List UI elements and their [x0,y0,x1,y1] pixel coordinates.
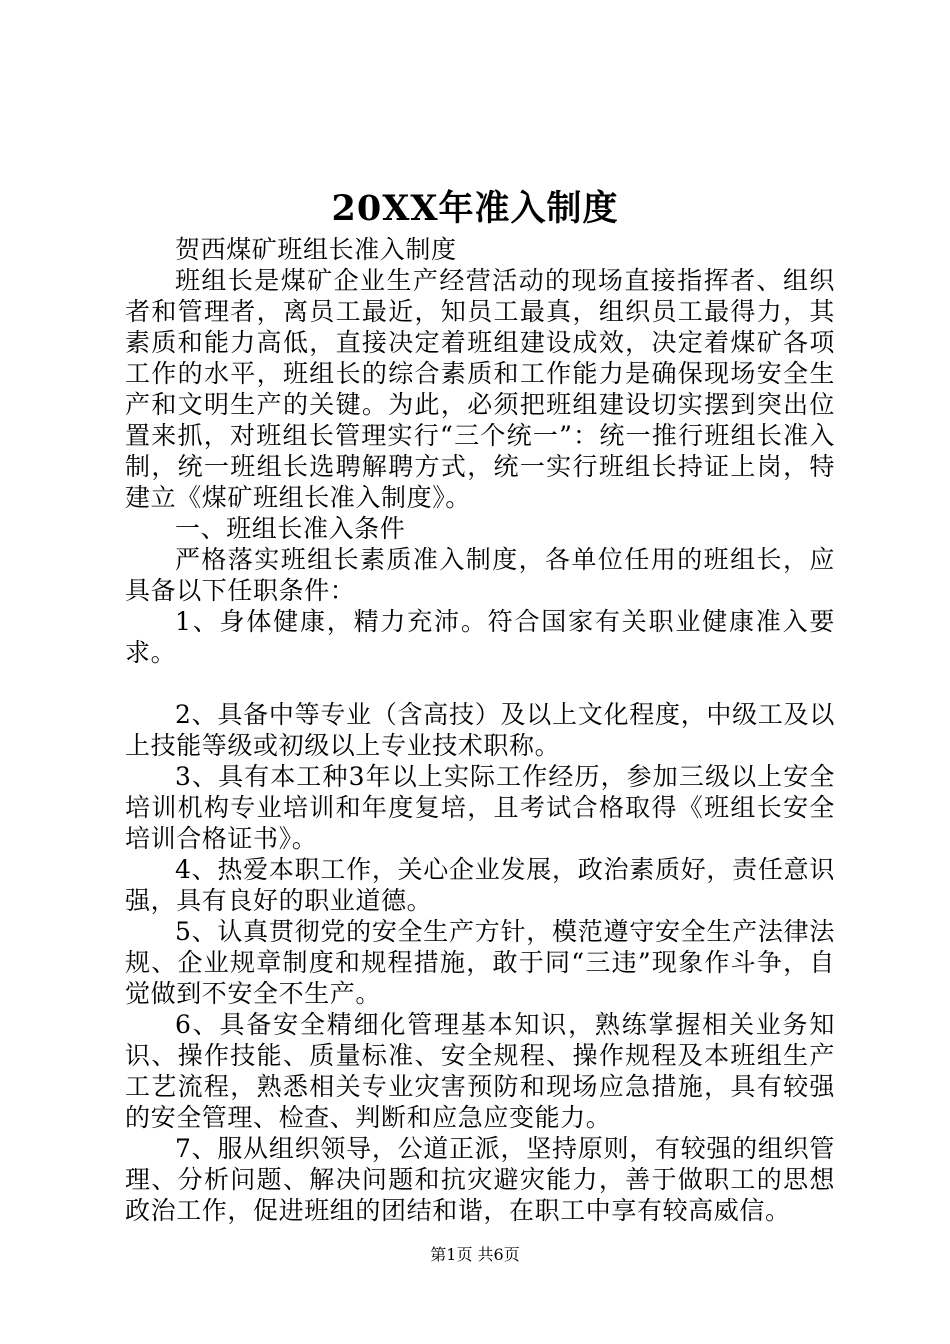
document-body [125,234,835,1226]
condition-item-6: 6、具备安全精细化管理基本知识，熟练掌握相关业务知识、操作技能、质量标准、安全规程、操作规程及本班组生产工艺流程，熟悉相关专业灾害预防和现场应急措施，具有较强的安全管理、检查、判断和应急应变能力。 [125,1010,835,1132]
document-title: 20XX年准入制度 [331,188,619,229]
condition-item-7: 7、服从组织领导，公道正派，坚持原则，有较强的组织管理、分析问题、解决问题和抗灾避灾能力，善于做职工的思想政治工作，促进班组的团结和谐，在职工中享有较高威信。 [125,1134,835,1225]
page-number: 第1页 共6页 [430,1245,520,1264]
paragraph-subtitle: 贺西煤矿班组长准入制度 [175,235,457,264]
paragraph-conditions-intro: 严格落实班组长素质准入制度，各单位任用的班组长，应具备以下任职条件： [125,545,835,605]
condition-item-4: 4、热爱本职工作，关心企业发展，政治素质好，责任意识强，具有良好的职业道德。 [125,855,835,915]
condition-item-1: 1、身体健康，精力充沛。符合国家有关职业健康准入要求。 [125,607,835,667]
paragraph-intro: 班组长是煤矿企业生产经营活动的现场直接指挥者、组织者和管理者，离员工最近，知员工最真，组织员工最得力，其素质和能力高低，直接决定着班组建设成效，决定着煤矿各项工作的水平，班组长的综合素质和工作能力是确保现场安全生产和文明生产的关键。为此，必须把班组建设切实摆到突出位置来抓，对班组长管理实行“三个统一”：统一推行班组长准入制，统一班组长选聘解聘方式，统一实行班组长持证上岗，特建立《煤矿班组长准入制度》。 [125,266,835,512]
condition-item-2: 2、具备中等专业（含高技）及以上文化程度，中级工及以上技能等级或初级以上专业技术职称。 [125,700,835,760]
section-heading: 一、班组长准入条件 [175,514,406,543]
condition-item-5: 5、认真贯彻党的安全生产方针，模范遵守安全生产法律法规、企业规章制度和规程措施，敢于同“三违”现象作斗争，自觉做到不安全不生产。 [125,917,835,1008]
condition-item-3: 3、具有本工种3年以上实际工作经历，参加三级以上安全培训机构专业培训和年度复培，且考试合格取得《班组长安全培训合格证书》。 [125,762,835,853]
